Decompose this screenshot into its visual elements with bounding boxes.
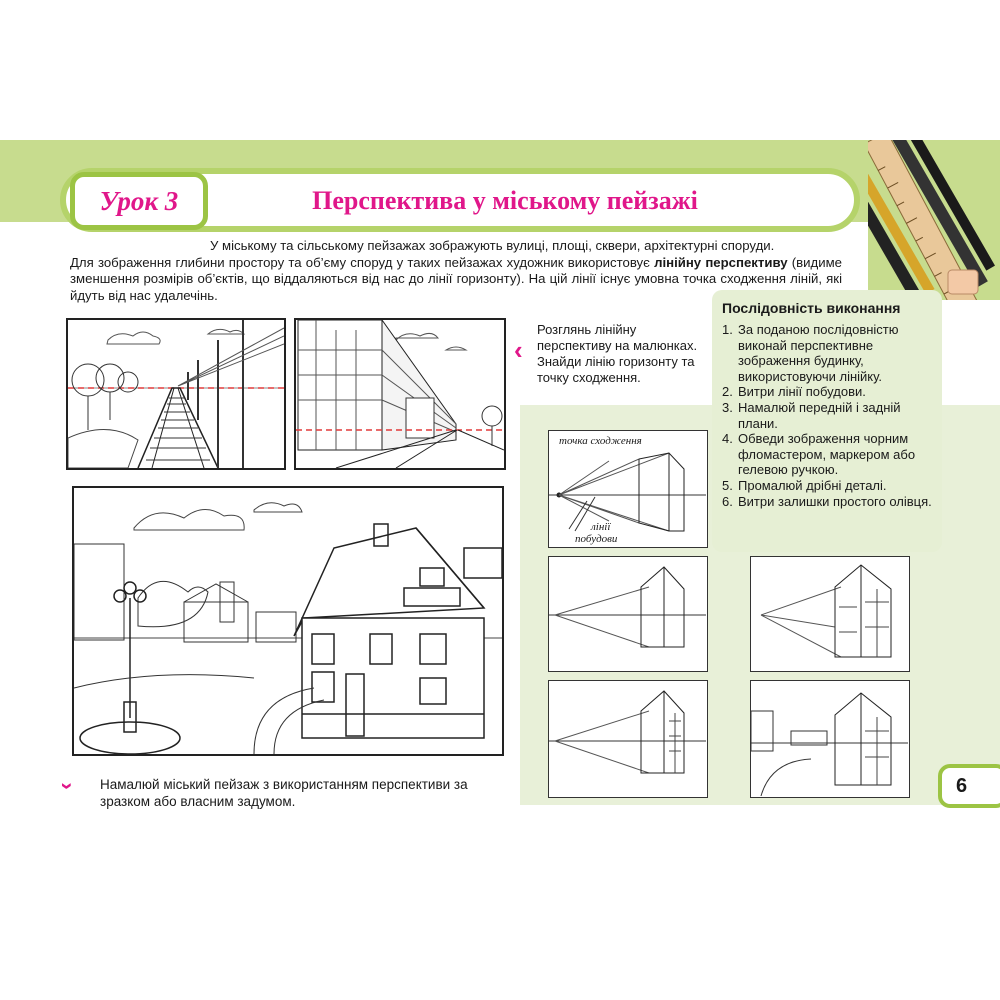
- chevron-down-icon: ›: [55, 782, 81, 790]
- sequence-list: [722, 322, 937, 509]
- city-landscape-image: [72, 486, 504, 756]
- step-text: Витри лінії побудови.: [738, 384, 866, 400]
- sequence-title: Послідовність виконання: [722, 300, 901, 316]
- chevron-left-icon: ‹: [514, 335, 523, 365]
- page-title: Перспектива у міському пейзажі: [312, 186, 698, 215]
- vanishing-point-label: точка сходження: [559, 435, 642, 447]
- step-number: 1.: [722, 322, 733, 337]
- page-number: 6: [938, 764, 1000, 808]
- lesson-badge: [70, 172, 208, 230]
- sequence-step: [722, 322, 937, 384]
- railway-perspective-image: [66, 318, 286, 470]
- step-text: За поданою послідовністю виконай перспективне зображення будинку, використовуючи лінійку.: [738, 322, 899, 384]
- step-text: Витри залишки простого олівця.: [738, 493, 932, 509]
- step-text: Намалюй передній і задній плани.: [738, 399, 901, 431]
- step-diagram-3: [548, 680, 708, 798]
- task-look-note: Розглянь лінійну перспективу на малюнках. Знайди лінію горизонту та точку сходження.: [537, 322, 698, 385]
- sequence-step: [722, 400, 937, 431]
- intro-line2a: Для зображення глибини простору та об’єму споруд у таких пейзажах художник використовує: [70, 254, 655, 270]
- step-diagram-5: [750, 680, 910, 798]
- step-number: 4.: [722, 431, 733, 447]
- sequence-step: [722, 478, 937, 494]
- term-linear-perspective: лінійну перспективу: [654, 254, 788, 270]
- construction-lines-label-2: побудови: [575, 533, 618, 545]
- sequence-step: [722, 431, 937, 478]
- sequence-step: [722, 494, 937, 510]
- step-number: 2.: [722, 384, 733, 400]
- construction-lines-label-1: лінії: [591, 521, 611, 533]
- sequence-step: [722, 384, 937, 400]
- intro-line2c: (видиме зменшення розмірів об’єктів, що віддаляються від нас до лінії горизонту). На цій лінії існує умовна точка сходження ліній, які йдуть від нас удалечінь.: [70, 254, 842, 303]
- lesson-label: Урок 3: [99, 185, 179, 216]
- task-draw-note: Намалюй міський пейзаж з використанням перспективи за зразком або власним задумом.: [100, 777, 468, 809]
- step-text: Обведи зображення чорним фломастером, маркером або гелевою ручкою.: [738, 431, 916, 478]
- step-diagram-1: [548, 430, 708, 548]
- step-number: 6.: [722, 493, 733, 509]
- drawing-tools-illustration: [868, 140, 1000, 300]
- step-number: 5.: [722, 477, 733, 493]
- step-diagram-2: [548, 556, 708, 672]
- street-perspective-image: [294, 318, 506, 470]
- step-text: Промалюй дрібні деталі.: [738, 477, 887, 493]
- step-diagram-4: [750, 556, 910, 672]
- intro-line1: У міському та сільському пейзажах зображують вулиці, площі, сквери, архітектурні споруди.: [210, 238, 775, 253]
- step-number: 3.: [722, 399, 733, 415]
